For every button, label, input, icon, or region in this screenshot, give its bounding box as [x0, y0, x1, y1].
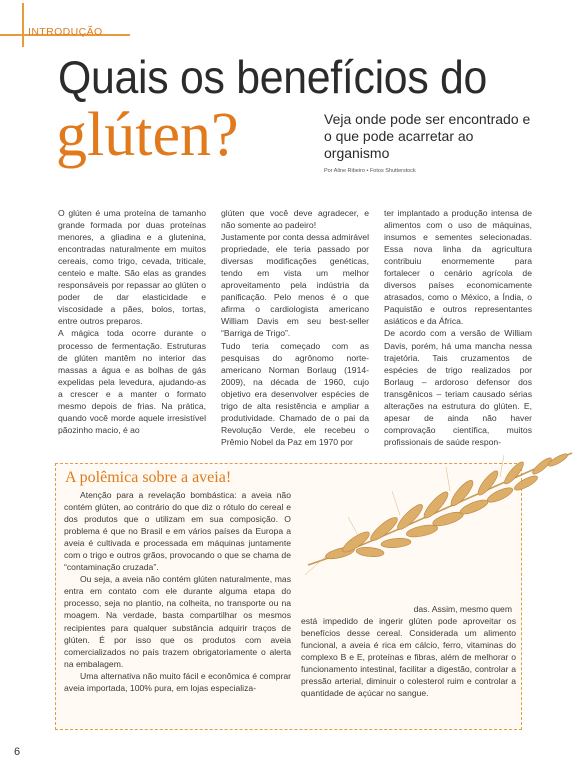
- sidebar-box-title: A polêmica sobre a aveia!: [65, 469, 232, 486]
- subtitle: Veja onde pode ser encontrado e o que pode acarretar ao organismo: [324, 111, 531, 161]
- paragraph-lead: das. Assim, mesmo quem: [413, 604, 512, 614]
- section-header: [0, 3, 130, 41]
- paragraph: Justamente por conta dessa admirável propriedade, ele teria passado por diversas modificações genéticas, tendo em vista um melhor aproveitamento pela indústria da panificação. Pelo menos é o que afirma o cardiologista americano William Davis em seu best-seller “Barriga de Trigo”.: [221, 232, 369, 339]
- paragraph: ter implantado a produção intensa de alimentos com o uso de máquinas, insumos e sementes selecionadas. Essa nova linha da agricultura contribuiu enormemente para fortalecer o cenário agrícola de diversos países economicamente atrasados, como o México, a Índia, o Paquistão e outros representantes asiáticos e da África.: [384, 208, 532, 327]
- article-column-1: [58, 207, 206, 436]
- byline-credit: Por Aline Ribeiro • Fotos Shutterstock: [324, 168, 416, 174]
- headline-line-1: Quais os benefícios do: [58, 51, 488, 103]
- paragraph: Uma alternativa não muito fácil e econômica é comprar aveia importada, 100% pura, em lojas especializa-: [64, 670, 291, 693]
- paragraph: De acordo com a versão de William Davis, porém, há uma mancha nessa trajetória. Tais cruzamentos de espécies de trigo realizados por Borlaug – ardoroso defensor dos transgênicos – teriam causado sérias alterações na estrutura do glúten. E, apesar de ainda não haver comprovação científica, muitos profissionais de saúde respon-: [384, 328, 532, 447]
- section-label: INTRODUÇÃO: [28, 26, 103, 38]
- paragraph: O glúten é uma proteína de tamanho grande formada por duas proteínas menores, a gliadina e a glutenina, encontradas naturalmente em muitos cereais, como trigo, cevada, triticale, centeio e malte. São elas as grandes responsáveis por repassar ao glúten o poder de dar elasticidade e viscosidade a pães, bolos, tortas, entre outros preparos.: [58, 208, 206, 327]
- section-vertical-rule: [22, 3, 24, 47]
- paragraph: Tudo teria começado com as pesquisas do agrônomo norte-americano Norman Borlaug (1914-2009), na década de 1960, cujo objetivo era desenvolver espécies de trigo de alta resistência e ampliar a produtividade. Chamado de o pai da Revolução Verde, ele recebeu o Prêmio Nobel da Paz em 1970 por: [221, 340, 369, 447]
- paragraph: Atenção para a revelação bombástica: a aveia não contém glúten, ao contrário do que diz o rótulo do cereal e dos produtos que o utilizam em sua composição. O problema é que no Brasil e em vários países da Europa a aveia é cultivada e processada em máquinas juntamente com o trigo e outros grãos, provocando o que se chama de “contaminação cruzada”.: [64, 490, 291, 573]
- article-column-2: [221, 207, 369, 448]
- headline-line-2: glúten?: [56, 101, 239, 169]
- oat-stalk-image: [300, 447, 576, 587]
- paragraph: A mágica toda ocorre durante o processo de fermentação. Estruturas de glúten mantêm no interior das massas a água e as bolhas de gás expelidas pela levedura, ajudando-as a crescer e a manter o formato mesmo depois de frias. Na prática, quando você morde aquele irresistível pãozinho macio, é ao: [58, 328, 206, 435]
- sidebar-box-text-left: [64, 489, 291, 694]
- article-column-3: [384, 207, 532, 448]
- paragraph: glúten que você deve agradecer, e não somente ao padeiro!: [221, 208, 369, 231]
- page-number: 6: [14, 746, 21, 758]
- paragraph: Ou seja, a aveia não contém glúten naturalmente, mas entra em contato com ele durante alguma etapa do processo, seja no plantio, na colheita, no transporte ou na moagem. Na verdade, basta compartilhar os mesmos recipientes para qualquer substância adquirir traços de glúten. É por isso que os produtos com aveia comercializados no país trazem obrigatoriamente o alerta na embalagem.: [64, 574, 291, 669]
- sidebar-box-text-right: [301, 603, 516, 699]
- paragraph: está impedido de ingerir glúten pode aproveitar os benefícios desse cereal. Considerada um alimento funcional, a aveia é rica em cálcio, ferro, vitaminas do complexo B e E, proteínas e fibras, além de melhorar o funcionamento intestinal, facilitar a digestão, controlar a pressão arterial, diminuir o colesterol ruim e controlar a quantidade de açúcar no sangue.: [301, 616, 516, 699]
